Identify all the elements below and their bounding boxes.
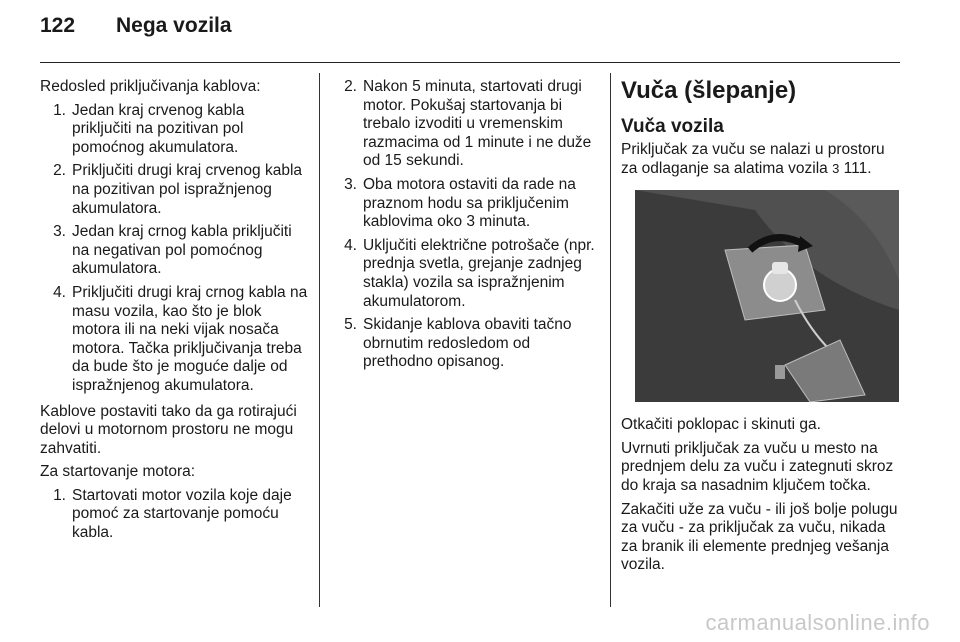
column-2 bbox=[331, 78, 599, 379]
page-reference-link[interactable]: 111. bbox=[843, 159, 872, 177]
start-intro: Za startovanje motora: bbox=[40, 463, 196, 481]
list-item: 5. Skidanje kablova obaviti tačno obrnutim redosledom od prethodno opisanog. bbox=[344, 316, 572, 371]
attach-rope-instruction: Zakačiti uže za vuču - ili još bolje polugu za vuču - za priključak za vuču, nikada za branik ili elemente prednjeg vešanja vozila. bbox=[621, 500, 898, 574]
page-reference-arrow-icon: 3 bbox=[832, 160, 840, 176]
watermark: carmanualsonline.info bbox=[705, 610, 930, 635]
list-item: 4. Priključiti drugi kraj crnog kabla na masu vozila, kao što je blok motora ili na neki vijak nosača motora. Tačka priključivanja treba da bude što je moguće dalje od ispražnjenog akumulatora. bbox=[53, 283, 308, 394]
list-item: 1. Jedan kraj crvenog kabla priključiti na pozitivan pol pomoćnog akumulatora. bbox=[53, 101, 245, 156]
towing-eye-drawing bbox=[635, 190, 899, 402]
column-3 bbox=[621, 78, 903, 580]
start-steps-list bbox=[40, 487, 308, 543]
page-number: 122 bbox=[40, 14, 76, 37]
towing-eye-location: Priključak za vuču se nalazi u prostoru za odlaganje sa alatima vozila 3 111. bbox=[621, 141, 885, 177]
cable-placement-note: Kablove postaviti tako da ga rotirajući delovi u motornom prostoru ne mogu zahvatiti. bbox=[40, 402, 297, 457]
list-item: 4. Uključiti električne potrošače (npr. prednja svetla, grejanje zadnjeg stakla) vozila sa ispražnjenim akumulatorom. bbox=[344, 236, 595, 310]
subsection-title: Vuča vozila bbox=[621, 116, 724, 137]
towing-eye-illustration bbox=[635, 190, 899, 402]
page-header bbox=[40, 14, 232, 50]
start-steps-continued-list bbox=[331, 78, 599, 372]
list-item: 2. Priključiti drugi kraj crvenog kabla na pozitivan pol ispražnjenog akumulatora. bbox=[53, 162, 303, 217]
screw-in-instruction: Uvrnuti priključak za vuču u mesto na prednjem delu za vuču i zategnuti skroz do kraja sa nasadnim ključem točka. bbox=[621, 439, 894, 494]
connection-order-intro: Redosled priključivanja kablova: bbox=[40, 78, 261, 95]
list-item: 1. Startovati motor vozila koje daje pomoć za startovanje pomoću kabla. bbox=[53, 486, 292, 542]
section-title: Vuča (šlepanje) bbox=[621, 77, 797, 104]
column-divider-2 bbox=[610, 73, 611, 607]
connection-steps-list bbox=[40, 102, 308, 396]
list-item: 2. Nakon 5 minuta, startovati drugi motor. Pokušaj startovanja bi trebalo izvoditi u vremenskim razmacima od 1 minute i ne duže od 15 sekundi. bbox=[344, 78, 592, 170]
header-divider bbox=[40, 62, 900, 63]
remove-cover-instruction: Otkačiti poklopac i skinuti ga. bbox=[621, 416, 821, 434]
column-1 bbox=[40, 78, 308, 550]
list-item: 3. Oba motora ostaviti da rade na praznom hodu sa priključenim kablovima oko 3 minuta. bbox=[344, 175, 576, 231]
page-title: Nega vozila bbox=[116, 14, 232, 37]
list-item: 3. Jedan kraj crnog kabla priključiti na negativan pol pomoćnog akumulatora. bbox=[53, 223, 292, 278]
column-divider-1 bbox=[319, 73, 320, 607]
